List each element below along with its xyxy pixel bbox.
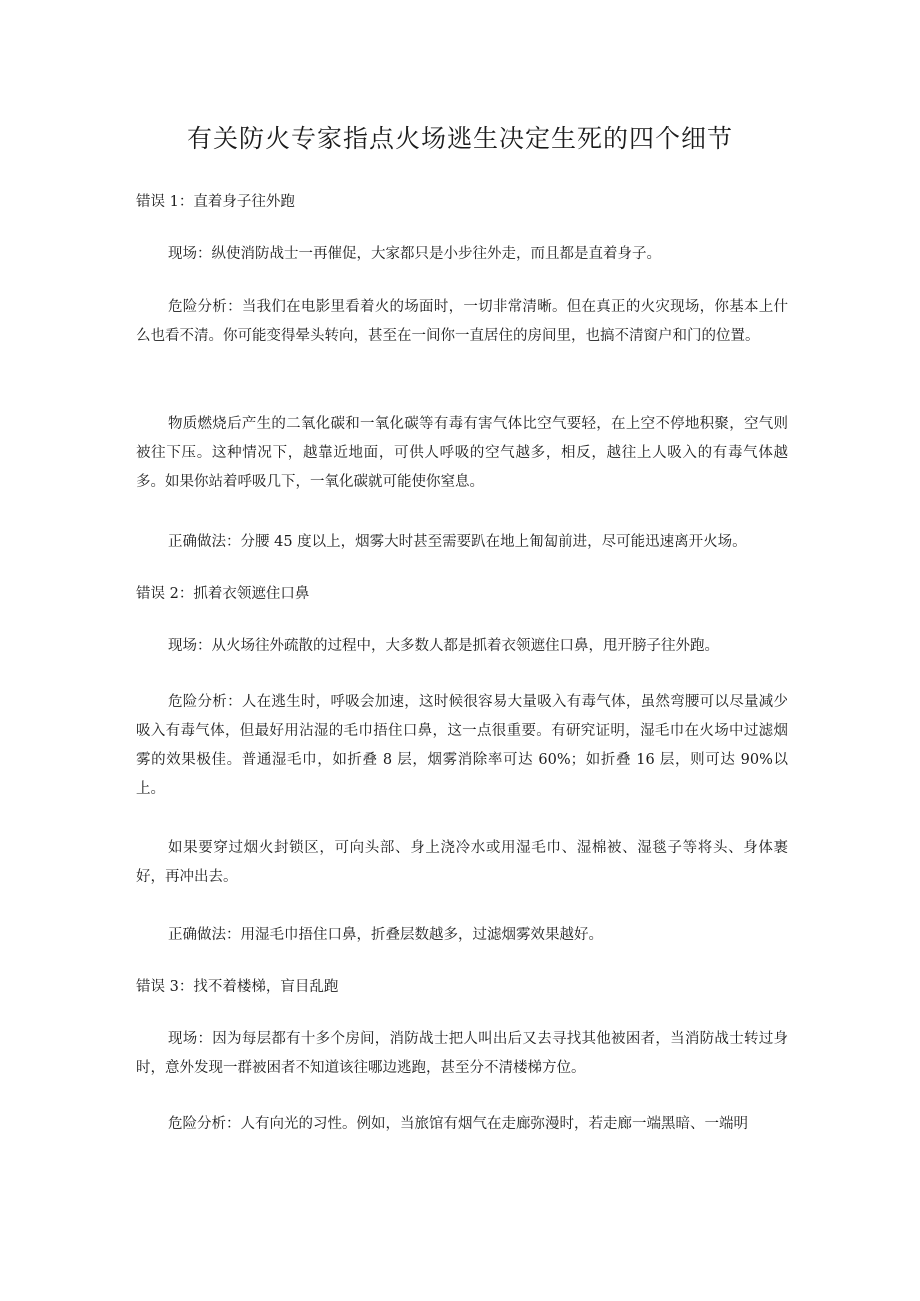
document-title: 有关防火专家指点火场逃生决定生死的四个细节 — [186, 124, 733, 153]
section-3-heading: 错误 3：找不着楼梯，盲目乱跑 — [136, 979, 339, 995]
section-1-correct: 正确做法：分腰 45 度以上，烟雾大时甚至需要趴在地上匍匐前进，尽可能迅速离开火场。 — [168, 534, 747, 550]
section-2-heading: 错误 2：抓着衣领遮住口鼻 — [136, 586, 310, 602]
section-1-scene: 现场：纵使消防战士一再催促，大家都只是小步往外走，而且都是直着身子。 — [168, 246, 661, 262]
section-1-analysis: 危险分析：当我们在电影里看着火的场面时，一切非常清晰。但在真正的火灾现场，你基本上什么也看不清。你可能变得晕头转向，甚至在一间你一直居住的房间里，也搞不清窗户和门的位置。 — [136, 299, 788, 344]
section-2-scene: 现场：从火场往外疏散的过程中，大多数人都是抓着衣领遮住口鼻，甩开膀子往外跑。 — [168, 638, 719, 654]
section-2-extra: 如果要穿过烟火封锁区，可向头部、身上浇冷水或用湿毛巾、湿棉被、湿毯子等将头、身体裹好，再冲出去。 — [136, 840, 788, 885]
section-2-correct: 正确做法：用湿毛巾捂住口鼻，折叠层数越多，过滤烟雾效果越好。 — [168, 927, 603, 943]
section-3-analysis: 危险分析：人有向光的习性。例如，当旅馆有烟气在走廊弥漫时，若走廊一端黑暗、一端明 — [168, 1116, 748, 1132]
section-1-extra: 物质燃烧后产生的二氧化碳和一氧化碳等有毒有害气体比空气要轻，在上空不停地积聚，空气则被往下压。这种情况下，越靠近地面，可供人呼吸的空气越多，相反，越往上人吸入的有毒气体越多。如果你站着呼吸几下，一氧化碳就可能使你窒息。 — [136, 416, 788, 490]
section-2-analysis: 危险分析：人在逃生时，呼吸会加速，这时候很容易大量吸入有毒气体，虽然弯腰可以尽量减少吸入有毒气体，但最好用沾湿的毛巾捂住口鼻，这一点很重要。有研究证明，湿毛巾在火场中过滤烟雾的效果极佳。普通湿毛巾，如折叠 8 层，烟雾消除率可达 60%；如折叠 16 层，则可达 90%以上。 — [136, 694, 788, 797]
section-3-scene: 现场：因为每层都有十多个房间，消防战士把人叫出后又去寻找其他被困者，当消防战士转过身时，意外发现一群被困者不知道该往哪边逃跑，甚至分不清楼梯方位。 — [136, 1031, 788, 1076]
section-1-heading: 错误 1：直着身子往外跑 — [136, 194, 295, 210]
